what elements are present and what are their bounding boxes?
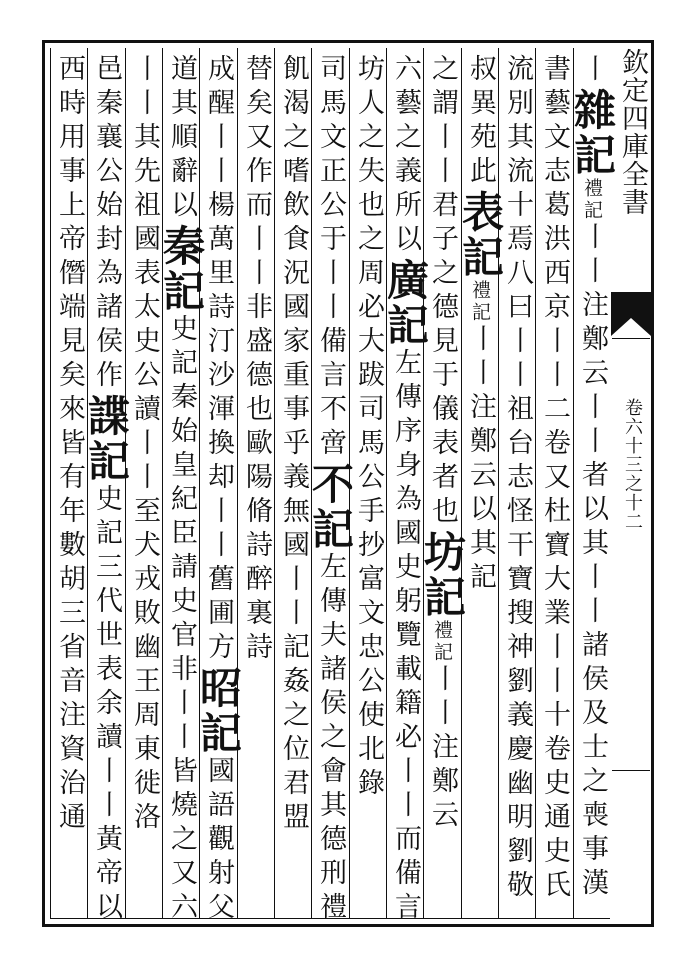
entry-headword: 表記 bbox=[456, 190, 505, 280]
column-text: 丨丨注鄭云以其記 bbox=[465, 324, 496, 596]
entry-headword: 諜記 bbox=[82, 394, 131, 484]
margin-chapter-label: 卷六十三之十二 bbox=[622, 398, 643, 531]
column-text: 成醒丨丨楊萬里詩汀沙渾換却丨丨舊圃方 bbox=[203, 54, 234, 666]
column-rule bbox=[162, 48, 163, 919]
column-text: 道其順辭以 bbox=[166, 54, 197, 224]
column-text: 司馬文正公于丨丨備言不啻 bbox=[315, 54, 346, 462]
column-text: 左傳夫諸侯之會其德刑禮 bbox=[315, 552, 346, 926]
column-rule bbox=[423, 48, 424, 919]
column-rule bbox=[498, 48, 499, 919]
column-text: 邑秦襄公始封為諸侯作 bbox=[91, 54, 122, 394]
column-text: 國表太史公讀丨丨至犬戎敗幽王周東徙洛 bbox=[129, 224, 160, 836]
margin-book-title: 欽定四庫全書 bbox=[617, 48, 648, 216]
column-text: 左傳序身為國史躬覽載籍必丨丨而備言 bbox=[390, 348, 421, 926]
column-rule bbox=[237, 48, 238, 919]
column-rule bbox=[535, 48, 536, 919]
entry-headword: 坊記 bbox=[418, 530, 467, 620]
column-text: 國語觀射父 bbox=[203, 756, 234, 926]
column-text: 坊人之失也 bbox=[353, 54, 384, 224]
column-text: 丨丨注鄭云 bbox=[427, 664, 458, 834]
entry-headword: 昭記 bbox=[194, 666, 243, 756]
column-text: 書藝文志葛洪西京丨丨二卷又杜寶大業丨丨十卷史通史氏 bbox=[539, 54, 570, 904]
column-text: 義無國丨丨記姦之位君盟 bbox=[278, 462, 309, 836]
column-rule bbox=[573, 48, 574, 919]
column-rule bbox=[461, 48, 462, 919]
column-rule bbox=[199, 48, 200, 919]
column-text: 史記三代世表余讀丨丨黃帝以 bbox=[91, 484, 122, 926]
column-text: 來皆有年數胡三省音注資治通 bbox=[54, 394, 85, 836]
column-text: 飢渴之嗜飲食況國家重事乎 bbox=[278, 54, 309, 462]
column-text: 之周必大跋司馬公手抄富文忠公使北錄 bbox=[353, 224, 384, 802]
source-note: 禮記 bbox=[469, 280, 491, 324]
source-note: 禮記 bbox=[431, 620, 453, 664]
column-rule bbox=[87, 48, 88, 919]
source-note: 禮記 bbox=[581, 178, 603, 222]
entry-headword: 秦記 bbox=[157, 224, 206, 314]
column-text: 史記秦始皇紀臣請史官非丨丨皆燒之又六 bbox=[166, 314, 197, 926]
column-text: 叔異苑此 bbox=[465, 54, 496, 190]
column-text: 流別其流十焉八曰丨丨祖台志怪干寶搜神劉義慶幽明劉敬 bbox=[502, 54, 533, 904]
column-rule bbox=[349, 48, 350, 919]
entry-headword: 廣記 bbox=[381, 258, 430, 348]
column-text: 丨 bbox=[577, 54, 608, 88]
column-rule bbox=[311, 48, 312, 919]
column-rule bbox=[274, 48, 275, 919]
column-text: 之謂丨丨君子之德見于儀表者也 bbox=[427, 54, 458, 530]
column-text: 丨丨注鄭云丨丨者以其丨丨諸侯及士之喪事漢 bbox=[577, 222, 608, 902]
column-text: 替矣又作而丨丨非盛德也歐陽脩詩醉裏詩 bbox=[241, 54, 272, 666]
entry-headword: 不記 bbox=[306, 462, 355, 552]
column-text: 西時用事上帝僭端見矣 bbox=[54, 54, 85, 394]
column-text: 丨丨其先祖 bbox=[129, 54, 160, 224]
column-rule bbox=[125, 48, 126, 919]
entry-headword: 雜記 bbox=[568, 88, 617, 178]
column-text: 六藝之義所以 bbox=[390, 54, 421, 258]
column-rule bbox=[386, 48, 387, 919]
